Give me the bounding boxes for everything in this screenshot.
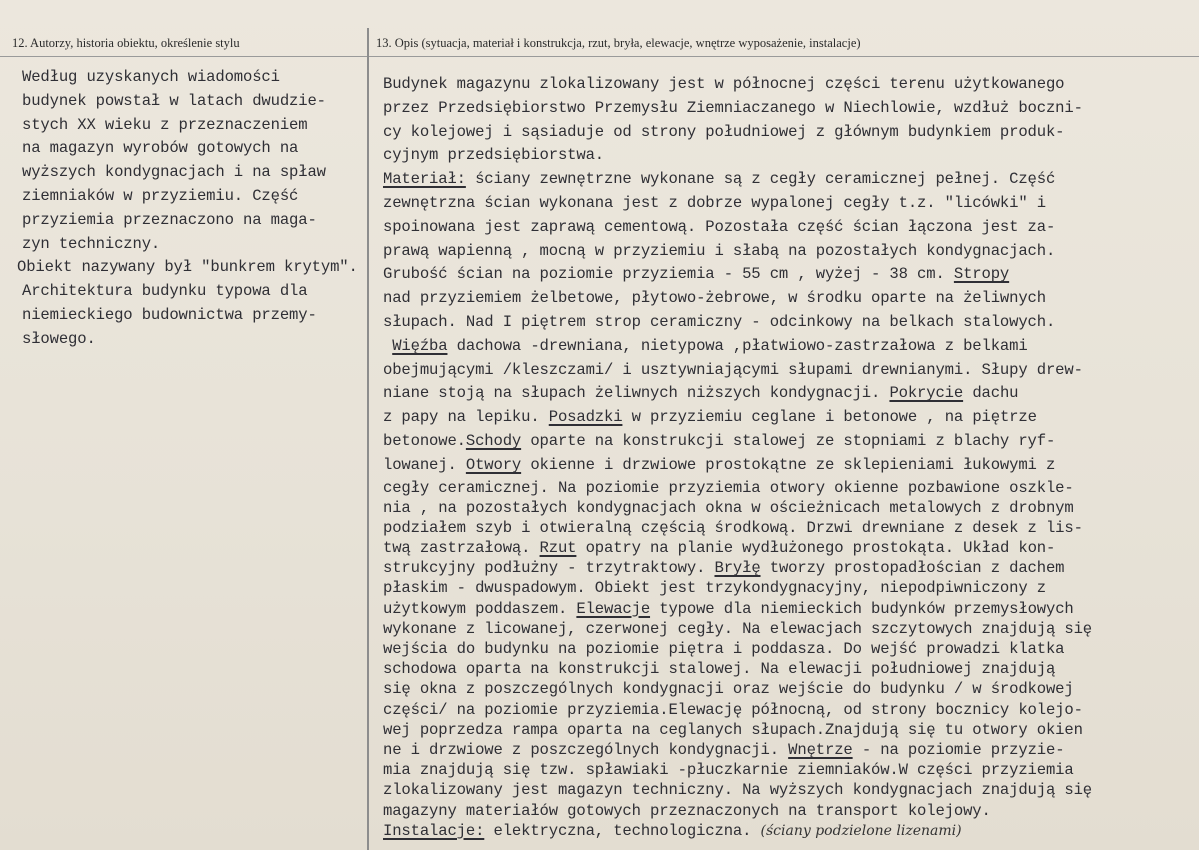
description-line: płaskim - dwuspadowym. Obiekt jest trzykondygnacyjny, niepodpiwniczony z (383, 579, 1046, 598)
description-line: Materiał: ściany zewnętrzne wykonane są z cegły ceramicznej pełnej. Część (383, 170, 1056, 189)
history-line: Obiekt nazywany był "bunkrem krytym". (17, 258, 358, 277)
label-posadzki: Posadzki (548, 408, 623, 427)
description-line: przez Przedsiębiorstwo Przemysłu Ziemniaczanego w Niechlowie, wzdłuż boczni- (383, 98, 1083, 117)
label-stropy: Stropy (953, 265, 1010, 284)
description-line: nad przyziemiem żelbetowe, płytowo-żebrowe, w środku oparte na żeliwnych (383, 289, 1046, 308)
description-line: cyjnym przedsiębiorstwa. (383, 146, 604, 165)
description-line: wej poprzedza rampa oparta na ceglanych słupach.Znajdują się tu otwory okien (383, 720, 1083, 739)
description-line: twą zastrzałową. Rzut opatry na planie wydłużonego prostokąta. Układ kon- (383, 539, 1056, 558)
history-line: przyziemia przeznaczono na maga- (22, 210, 317, 229)
description-line: wykonane z licowanej, czerwonej cegły. Na elewacjach szczytowych znajdują się (383, 619, 1092, 638)
description-line: części/ na poziomie przyziemia.Elewację północną, od strony bocznicy kolejo- (383, 700, 1083, 719)
history-line: Według uzyskanych wiadomości (22, 68, 280, 86)
description-line: się okna z poszczególnych kondygnacji oraz wejście do budynku / w środkowej (383, 680, 1074, 699)
description-line: betonowe.Schody oparte na konstrukcji stalowej ze stopniami z blachy ryf- (383, 431, 1056, 450)
description-line: z papy na lepiku. Posadzki w przyziemiu ceglane i betonowe , na piętrze (383, 408, 1037, 427)
history-line: niemieckiego budownictwa przemy- (22, 305, 317, 324)
description-line: mia znajdują się tzw. spławiaki -płuczkarnie ziemniaków.W części przyziemia (383, 761, 1074, 780)
description-line: cegły ceramicznej. Na poziomie przyziemia otwory okienne pozbawione oszkle- (383, 478, 1074, 497)
description-line: słupach. Nad I piętrem strop ceramiczny - odcinkowy na belkach stalowych. (383, 312, 1056, 331)
history-line: budynek powstał w latach dwudzie- (22, 91, 326, 110)
description-line: Budynek magazynu zlokalizowany jest w północnej części terenu użytkowanego (383, 75, 1065, 93)
description-line: zewnętrzna ścian wykonana jest z dobrze wypalonej cegły t.z. "licówki" i (383, 193, 1046, 212)
history-line: na magazyn wyrobów gotowych na (22, 139, 299, 158)
label-elewacje: Elewacje (576, 599, 651, 618)
history-line: wyższych kondygnacjach i na spław (22, 163, 326, 182)
column-divider (367, 28, 369, 850)
description-line: schodowa oparta na konstrukcji stalowej. Na elewacji południowej znajdują (383, 660, 1056, 679)
label-otwory: Otwory (465, 455, 522, 474)
history-text (17, 66, 358, 352)
description-line: spoinowana jest zaprawą cementową. Pozostała część ścian łączona jest za- (383, 217, 1056, 236)
description-line: wejścia do budynku na poziomie piętra i poddasza. Do wejść prowadzi klatka (383, 640, 1065, 659)
description-line: magazyny materiałów gotowych przeznaczonych na transport kolejowy. (383, 801, 991, 820)
label-rzut: Rzut (539, 539, 577, 558)
label-pokrycie: Pokrycie (889, 384, 964, 403)
description-line: Grubość ścian na poziomie przyziemia - 55 cm , wyżej - 38 cm. Stropy (383, 265, 1010, 284)
description-line: podziałem szyb i otwieralną częścią środkową. Drzwi drewniane z desek z lis- (383, 518, 1083, 537)
header-section-12: 12. Autorzy, historia obiektu, określenie stylu (12, 36, 240, 50)
description-line: Instalacje: elektryczna, technologiczna. (ściany podzielone lizenami) (383, 821, 962, 840)
label-material: Materiał: (383, 170, 466, 189)
description-line: niane stoją na słupach żeliwnych niższych kondygnacji. Pokrycie dachu (383, 384, 1019, 403)
header-divider (0, 56, 1199, 57)
description-line: prawą wapienną , mocną w przyziemiu i słabą na pozostałych kondygnacjach. (383, 241, 1056, 260)
history-line: Architektura budynku typowa dla (22, 282, 308, 301)
history-line: zyn techniczny. (22, 234, 161, 253)
label-wnetrze: Wnętrze (788, 740, 853, 759)
history-line: słowego. (22, 329, 96, 348)
label-wiezba: Więźba (392, 336, 448, 355)
header-section-13: 13. Opis (sytuacja, materiał i konstrukcja, rzut, bryła, elewacje, wnętrze wyposażenie, instalacje) (376, 36, 861, 50)
description-line: zlokalizowany jest magazyn techniczny. Na wyższych kondygnacjach znajdują się (383, 781, 1092, 800)
description-line: nia , na pozostałych kondygnacjach okna w ościeżnicach metalowych z drobnym (383, 498, 1074, 517)
handwritten-note: (ściany podzielone lizenami) (760, 822, 962, 839)
label-bryla: Bryłę (714, 559, 761, 578)
description-line: obejmującymi /kleszczami/ i usztywniającymi słupami drewnianymi. Słupy drew- (383, 360, 1083, 379)
label-schody: Schody (465, 431, 522, 450)
label-instalacje: Instalacje: (383, 821, 485, 840)
description-line: strukcyjny podłużny - trzytraktowy. Bryłę tworzy prostopadłościan z dachem (383, 559, 1065, 578)
history-line: ziemniaków w przyziemiu. Część (22, 186, 299, 205)
description-line: Więźba dachowa -drewniana, nietypowa ,płatwiowo-zastrzałowa z belkami (392, 336, 1028, 355)
description-line: użytkowym poddaszem. Elewacje typowe dla niemieckich budynków przemysłowych (383, 599, 1074, 618)
description-line: ne i drzwiowe z poszczególnych kondygnacji. Wnętrze - na poziomie przyzie- (383, 740, 1065, 759)
description-line: lowanej. Otwory okienne i drzwiowe prostokątne ze sklepieniami łukowymi z (383, 455, 1056, 474)
history-line: stych XX wieku z przeznaczeniem (22, 115, 308, 134)
description-line: cy kolejowej i sąsiaduje od strony południowej z głównym budynkiem produk- (383, 122, 1065, 141)
description-text (383, 73, 1092, 841)
